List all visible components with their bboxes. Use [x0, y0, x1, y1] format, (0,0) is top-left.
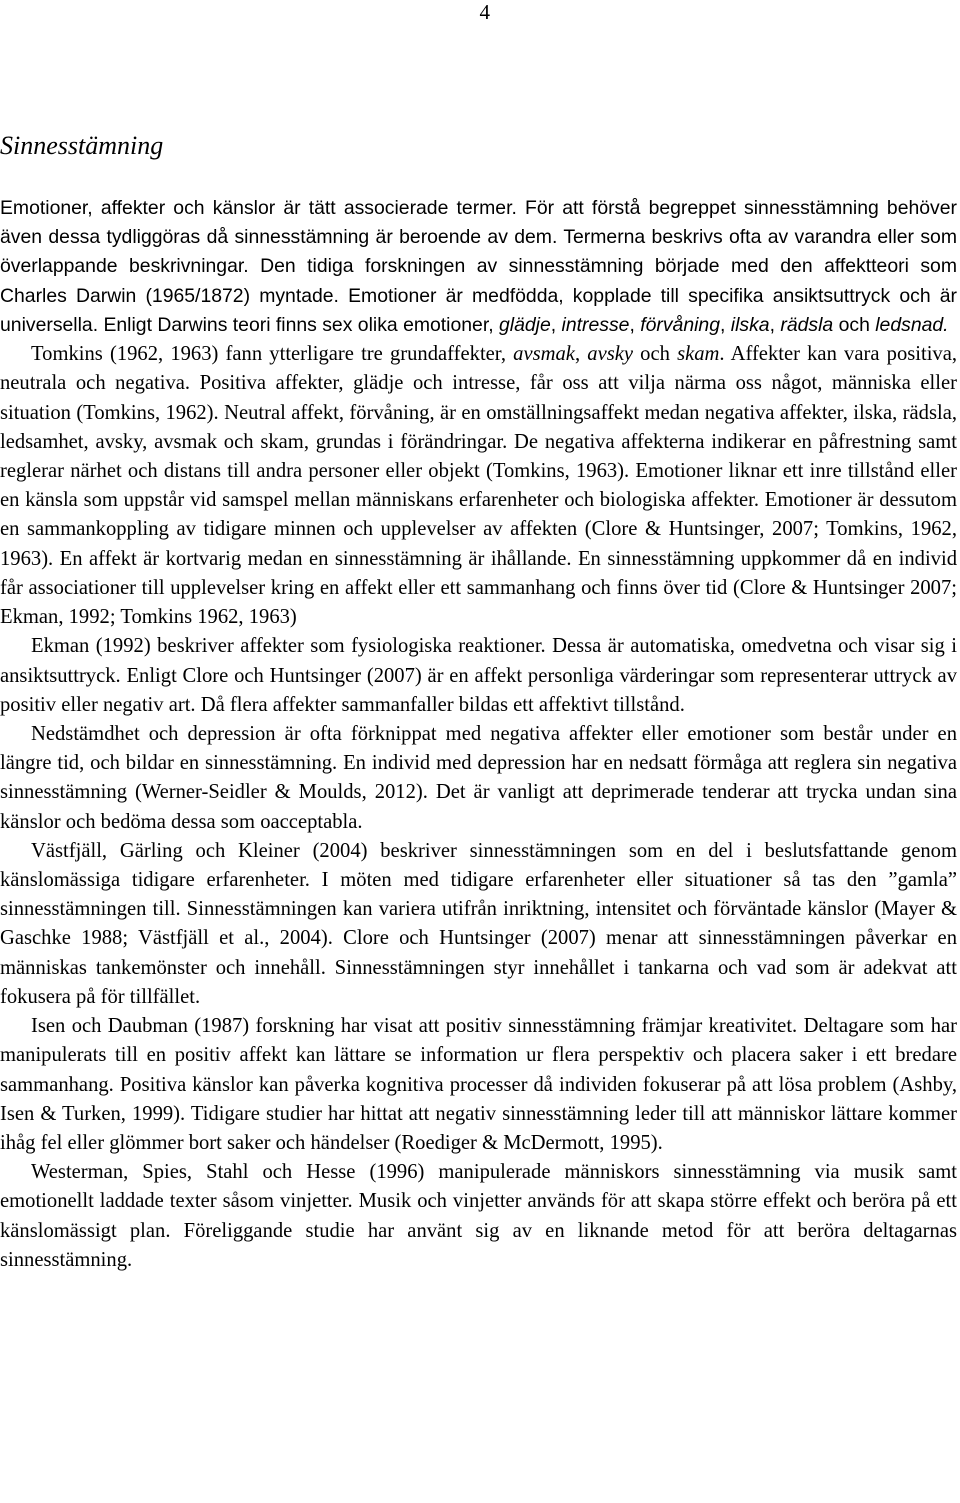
p1-sep-2: ,	[629, 313, 641, 336]
p2-text-2: . Affekter kan vara positiva, neutrala och negativa. Positiva affekter, glädje och intresse, får oss att vilja närma oss något, människa eller situation (Tomkins, 1962). Neutral affekt, förvåning, är en omställningsaffekt medan negativa affekter, ilska, rädsla, ledsamhet, avsky, avsmak och skam, grundas i förändringar. De negativa affekterna indikerar en påfrestning samt reglerar närhet och distans till andra personer eller objekt (Tomkins, 1963). Emotioner liknar ett inre tillstånd eller en känsla som uppstår vid samspel mellan människans erfarenheter och biologiska affekter. Emotioner är dessutom en sammankoppling av tidigare minnen och upplevelser av affekten (Clore & Huntsinger, 2007; Tomkins, 1962, 1963). En affekt är kortvarig medan en sinnesstämning är ihållande. En sinnesstämning uppkommer då en individ får associationer till upplevelser kring en affekt eller ett sammanhang och finns över tid (Clore & Huntsinger 2007; Ekman, 1992; Tomkins 1962, 1963)	[0, 343, 958, 629]
p1-sep-5: och	[833, 313, 876, 336]
p1-sep-4: ,	[769, 313, 781, 336]
p2-sep-1: ,	[574, 343, 588, 366]
p1-emotion-ledsnad: ledsnad.	[875, 313, 949, 336]
paragraph-4: Nedstämdhet och depression är ofta förknippat med negativa affekter eller emotioner som består under en längre tid, och bildar en sinnesstämning. En individ med depression har en nedsatt förmåga att reglera sin negativa sinnesstämning (Werner-Seidler & Moulds, 2012). Det är vanligt att deprimerade tenderar att trycka undan sina känslor och bedöma dessa som oacceptabla.	[0, 722, 957, 833]
body-text	[0, 194, 957, 1275]
p1-emotion-gladje: glädje	[499, 313, 551, 336]
p1-emotion-ilska: ilska	[730, 313, 770, 336]
paragraph-7: Westerman, Spies, Stahl och Hesse (1996) manipulerade människors sinnesstämning via musik samt emotionellt laddade texter såsom vinjetter. Musik och vinjetter används för att skapa större effekt och beröra på ett känslomässigt plan. Föreliggande studie har använt sig av en liknande metod för att beröra deltagarnas sinnesstämning.	[0, 1161, 957, 1271]
paragraph-5: Västfjäll, Gärling och Kleiner (2004) beskriver sinnesstämningen som en del i beslutsfattande genom känslomässiga tidigare erfarenheter. I möten med tidigare erfarenheter eller situationer så tas den ”gamla” sinnesstämningen till. Sinnesstämningen kan variera utifrån inriktning, intensitet och förväntade känslor (Mayer & Gaschke 1988; Västfjäll et al., 2004). Clore och Huntsinger (2007) menar att sinnesstämningen påverkar en människas tankemönster och innehåll. Sinnesstämningen styr innehållet i tankarna och vad som är adekvat att fokusera på för tillfället.	[0, 839, 957, 1008]
p1-sep-1: ,	[550, 313, 562, 336]
p2-sep-2: och	[633, 343, 678, 366]
p2-affect-avsmak: avsmak	[513, 343, 575, 366]
p2-affect-skam: skam	[677, 343, 720, 366]
p1-emotion-forvaning: förvåning	[640, 313, 721, 336]
paragraph-1	[0, 194, 957, 340]
p1-text-1: Emotioner, affekter och känslor är tätt associerade termer. För att förstå begreppet sinnesstämning behöver även dessa tydliggöras då sinnesstämning är beroende av dem. Termerna beskrivs ofta av varandra eller som överlappande beskrivningar. Den tidiga forskningen av sinnesstämning började med den affektteori som Charles Darwin (1965/1872) myntade. Emotioner är medfödda, kopplade till specifika ansiktsuttryck och är universella. Enligt Darwins teori finns sex olika emotioner,	[0, 197, 957, 336]
section-heading: Sinnesstämning	[0, 131, 164, 160]
p2-affect-avsky: avsky	[587, 343, 633, 366]
p1-emotion-radsla: rädsla	[780, 313, 834, 336]
paragraph-2	[0, 340, 957, 632]
p1-sep-3: ,	[720, 313, 731, 336]
paragraph-3: Ekman (1992) beskriver affekter som fysiologiska reaktioner. Dessa är automatiska, omedvetna och visar sig i ansiktsuttryck. Enligt Clore och Huntsinger (2007) är en affekt personliga värderingar som representerar uttryck av positiv eller negativ art. Då flera affekter sammanfaller bildas ett affektivt tillstånd.	[0, 635, 957, 716]
p2-text-1: Tomkins (1962, 1963) fann ytterligare tre grundaffekter,	[31, 343, 514, 366]
paragraph-6: Isen och Daubman (1987) forskning har visat att positiv sinnesstämning främjar kreativitet. Deltagare som har manipulerats till en positiv affekt kan lättare se information ur flera perspektiv och placera saker i ett bredare sammanhang. Positiva känslor kan påverka kognitiva processer då individen fokuserar på att lösa problem (Ashby, Isen & Turken, 1999). Tidigare studier har hittat att negativ sinnesstämning leder till att människor lättare kommer ihåg fel eller glömmer bort saker och händelser (Roediger & McDermott, 1995).	[0, 1015, 957, 1154]
page-number: 4	[479, 0, 490, 24]
p1-emotion-intresse: intresse	[561, 313, 630, 336]
